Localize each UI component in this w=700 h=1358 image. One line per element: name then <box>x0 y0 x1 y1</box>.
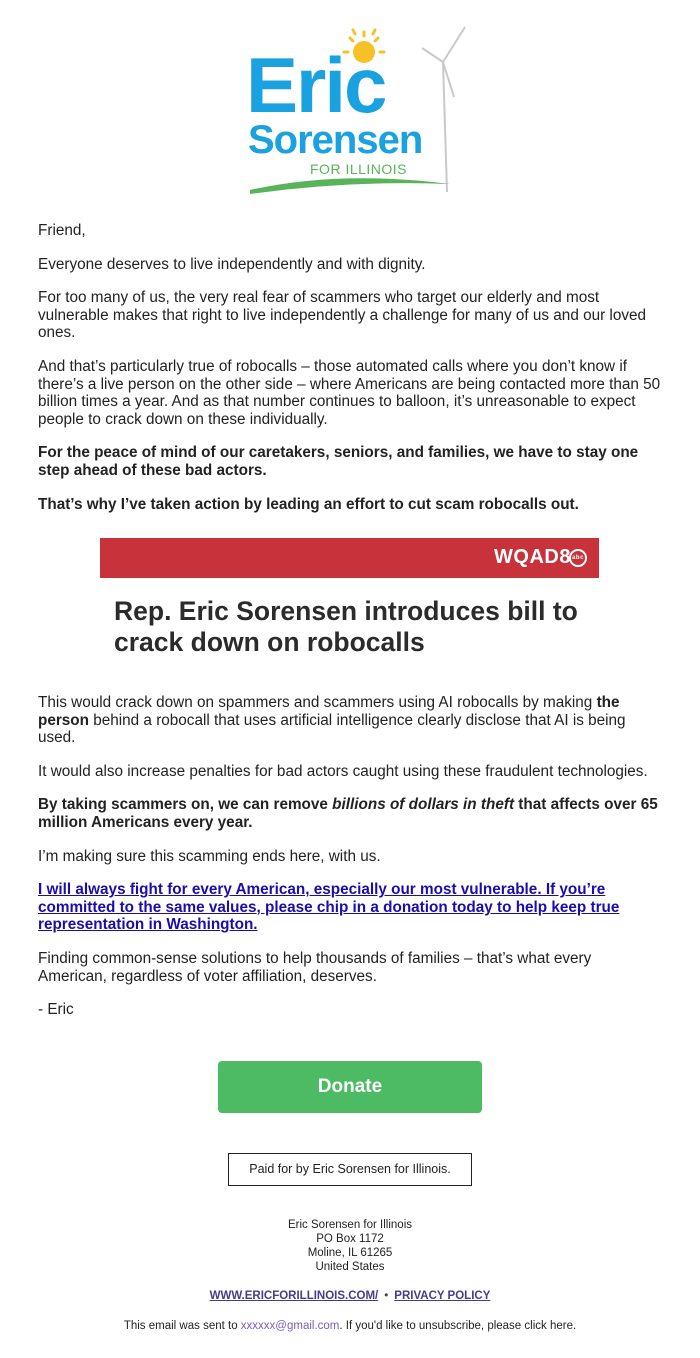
recipient-email[interactable]: xxxxxx@gmail.com <box>240 1320 340 1332</box>
paragraph-6 <box>38 694 662 747</box>
greeting: Friend, <box>38 222 86 239</box>
unsubscribe-notice <box>0 1320 700 1332</box>
paragraph-6-bold: the person <box>38 694 620 729</box>
news-banner <box>100 538 599 578</box>
paragraph-2: For too many of us, the very real fear of scammers who target our elderly and most vulnerable makes that right to live independently a challenge for many of us and our loved ones. <box>38 289 646 342</box>
address-line-3: Moline, IL 61265 <box>307 1247 393 1259</box>
address-line-4: United States <box>315 1261 385 1273</box>
paragraph-7: It would also increase penalties for bad actors caught using these fraudulent technologies. <box>38 762 648 780</box>
swoosh-icon <box>250 178 450 194</box>
footer-suffix[interactable]: . If you'd like to unsubscribe, please click here. <box>339 1320 577 1332</box>
mailing-address <box>0 1218 700 1274</box>
donation-link-paragraph <box>38 881 662 934</box>
news-headline: Rep. Eric Sorensen introduces bill to crack down on robocalls <box>114 596 578 657</box>
wind-turbine-icon <box>422 27 465 192</box>
logo-tagline: FOR ILLINOIS <box>310 161 408 177</box>
paragraph-8-italic: billions of dollars in theft <box>332 796 515 814</box>
paragraph-6-start: This would crack down on spammers and scammers using AI robocalls by making <box>38 694 597 711</box>
paragraph-5: That’s why I’ve taken action by leading an effort to cut scam robocalls out. <box>38 495 579 513</box>
news-brand-logo <box>494 546 587 569</box>
paragraph-9: I’m making sure this scamming ends here, with us. <box>38 847 381 865</box>
footer-links <box>0 1290 700 1302</box>
abc-logo-icon: abc <box>569 549 587 567</box>
paragraph-10: Finding common-sense solutions to help thousands of families – that’s what every American, regardless of voter affiliation, deserves. <box>38 949 592 985</box>
news-brand-text: WQAD8 <box>494 546 571 568</box>
footer-prefix: This email was sent to <box>123 1320 241 1332</box>
paragraph-8-start: By taking scammers on, we can remove <box>38 796 333 814</box>
email-body-bottom <box>38 694 662 1035</box>
address-line-1: Eric Sorensen for Illinois <box>288 1219 412 1231</box>
paragraph-4: For the peace of mind of our caretakers, seniors, and families, we have to stay one step ahead of these bad actors. <box>38 444 639 479</box>
email-body-top <box>38 222 662 529</box>
news-headline-image <box>100 538 599 668</box>
website-link[interactable]: WWW.ERICFORILLINOIS.COM/ <box>209 1290 379 1302</box>
campaign-logo <box>240 22 470 200</box>
signoff: - Eric <box>38 1001 74 1019</box>
paragraph-8 <box>38 796 662 831</box>
donation-link[interactable]: I will always fight for every American, especially our most vulnerable. If you’re committed to the same values, please chip in a donation today to help keep true representation in Washington. <box>38 881 620 934</box>
logo-last-name: Sorensen <box>248 118 423 162</box>
paragraph-6-end: behind a robocall that uses artificial intelligence clearly disclose that AI is being used. <box>38 711 626 747</box>
link-separator: • <box>384 1290 389 1302</box>
address-line-2: PO Box 1172 <box>316 1233 384 1245</box>
paragraph-8-end: that affects over 65 million Americans every year. <box>38 796 658 831</box>
privacy-policy-link[interactable]: PRIVACY POLICY <box>394 1290 491 1302</box>
donate-button[interactable]: Donate <box>218 1061 482 1113</box>
paid-for-disclaimer: Paid for by Eric Sorensen for Illinois. <box>228 1153 472 1186</box>
paragraph-3: And that’s particularly true of robocalls – those automated calls where you don’t know if there’s a live person on the other side – where Americans are being contacted more than 50 billion times a year. And as that number continues to balloon, it’s unreasonable to expect people to crack down on these individually. <box>38 357 661 428</box>
paragraph-1: Everyone deserves to live independently and with dignity. <box>38 255 426 273</box>
logo-first-name: Eric <box>246 41 386 129</box>
